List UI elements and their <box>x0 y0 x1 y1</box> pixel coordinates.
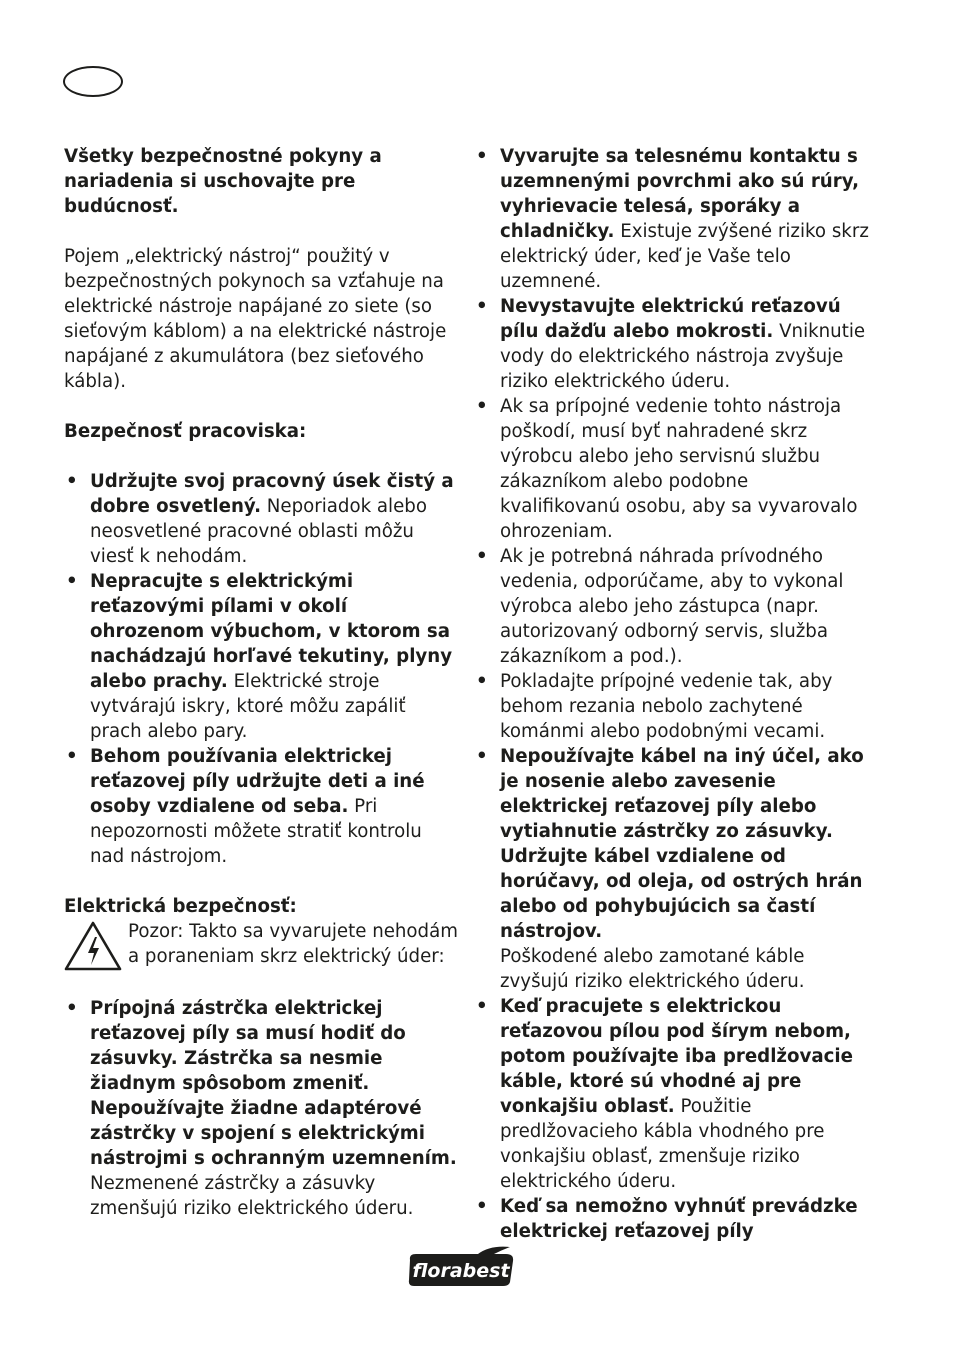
safety-item: • Nepoužívajte kábel na iný účel, ako je nosenie alebo zavesenie elektrickej reťazovej píly alebo vytiahnutie zástrčky zo zásuvky. Udržujte kábel vzdialene od horúčavy, od oleja, od ostrých hrán alebo od pohybujúcich sa častí nástrojov. <box>476 746 864 942</box>
safety-item: • Pokladajte prípojné vedenie tak, aby behom rezania nebolo zachytené kománmi alebo podobnými vecami. <box>476 671 833 742</box>
safety-item: • Keď sa nemožno vyhnúť prevádzke elektrickej reťazovej píly <box>476 1196 858 1242</box>
bullet-dot: • <box>476 146 488 167</box>
workplace-item: • Nepracujte s elektrickými reťazovými pílami v okolí ohrozenom výbuchom, v ktorom sa nachádzajú horľavé tekutiny, plyny alebo prachy. Elektrické stroje vytvárajú iskry, ktoré môžu zapáliť prach alebo pary. <box>66 571 453 742</box>
bullet-dot: • <box>476 746 488 767</box>
bullet-dot: • <box>476 546 488 567</box>
electrical-heading: Elektrická bezpečnosť: <box>64 896 297 917</box>
workplace-item: • Behom používania elektrickej reťazovej píly udržujte deti a iné osoby vzdialene od seba. Pri nepozornosti môžete stratiť kontrolu nad nástrojom. <box>66 746 425 867</box>
safety-item: • Ak sa prípojné vedenie tohto nástroja poškodí, musí byť nahradené skrz výrobcu alebo jeho servisnú službu zákazníkom alebo podobne kvalifikovanú osobu, aby sa vyvarovalo ohrozeniam. <box>476 396 858 542</box>
safety-item: • Ak je potrebná náhrada prívodného vedenia, odporúčame, aby to vykonal výrobca alebo jeho zástupca (napr. autorizovaný odborný servis, služba zákazníkom a pod.). <box>476 546 844 667</box>
safety-item: • Vyvarujte sa telesnému kontaktu s uzemnenými povrchmi ako sú rúry, vyhrievacie telesá, sporáky a chladničky. Existuje zvýšené riziko skrz elektrický úder, keď je Vaše telo uzemnené. <box>476 146 869 292</box>
warning-text: Pozor: Takto sa vyvarujete nehodám a poraneniam skrz elektrický úder: <box>128 921 458 967</box>
bullet-dot: • <box>66 571 78 592</box>
cable-note: Poškodené alebo zamotané káble zvyšujú riziko elektrického úderu. <box>500 946 805 992</box>
bullet-dot: • <box>66 746 78 767</box>
right-column <box>474 144 869 1244</box>
warning-block <box>64 919 459 971</box>
workplace-heading: Bezpečnosť pracoviska: <box>64 421 307 442</box>
florabest-logo <box>406 1244 518 1288</box>
intro-paragraph: Všetky bezpečnostné pokyny a nariadenia si uschovajte pre budúcnosť. <box>64 146 382 217</box>
electrical-item: • Prípojná zástrčka elektrickej reťazovej píly sa musí hodiť do zásuvky. Zástrčka sa nesmie žiadnym spôsobom zmeniť. Nepoužívajte žiadne adaptérové zástrčky v spojení s elektrickými nástrojmi s ochranným uzemnením. Nezmenené zástrčky a zásuvky zmenšujú riziko elektrického úderu. <box>66 998 457 1219</box>
bullet-dot: • <box>476 996 488 1017</box>
workplace-item: • Udržujte svoj pracovný úsek čistý a dobre osvetlený. Neporiadok alebo neosvetlené pracovné oblasti môžu viesť k nehodám. <box>66 471 454 567</box>
left-column <box>64 144 459 1221</box>
bullet-dot: • <box>66 998 78 1019</box>
bullet-dot: • <box>476 1196 488 1217</box>
definition-paragraph: Pojem „elektrický nástroj“ použitý v bezpečnostných pokynoch sa vzťahuje na elektrické nástroje napájané zo siete (so sieťovým káblom) a na elektrické nástroje napájané z akumulátora (bez sieťového kábla). <box>64 246 447 392</box>
safety-item: • Keď pracujete s elektrickou reťazovou pílou pod šírym nebom, potom používajte iba predlžovacie káble, ktoré sú vhodné aj pre vonkajšiu oblasť. Použitie predlžovacieho kábla vhodného pre vonkajšiu oblasť, zmenšuje riziko elektrického úderu. <box>476 996 853 1192</box>
electric-hazard-icon <box>64 921 122 971</box>
bullet-dot: • <box>476 671 488 692</box>
bullet-dot: • <box>66 471 78 492</box>
logo-text: florabest <box>412 1260 510 1282</box>
safety-item: • Nevystavujte elektrickú reťazovú pílu dažďu alebo mokrosti. Vniknutie vody do elektrického nástroja zvyšuje riziko elektrického úderu. <box>476 296 866 392</box>
bullet-dot: • <box>476 296 488 317</box>
bullet-dot: • <box>476 396 488 417</box>
language-badge <box>63 66 123 97</box>
